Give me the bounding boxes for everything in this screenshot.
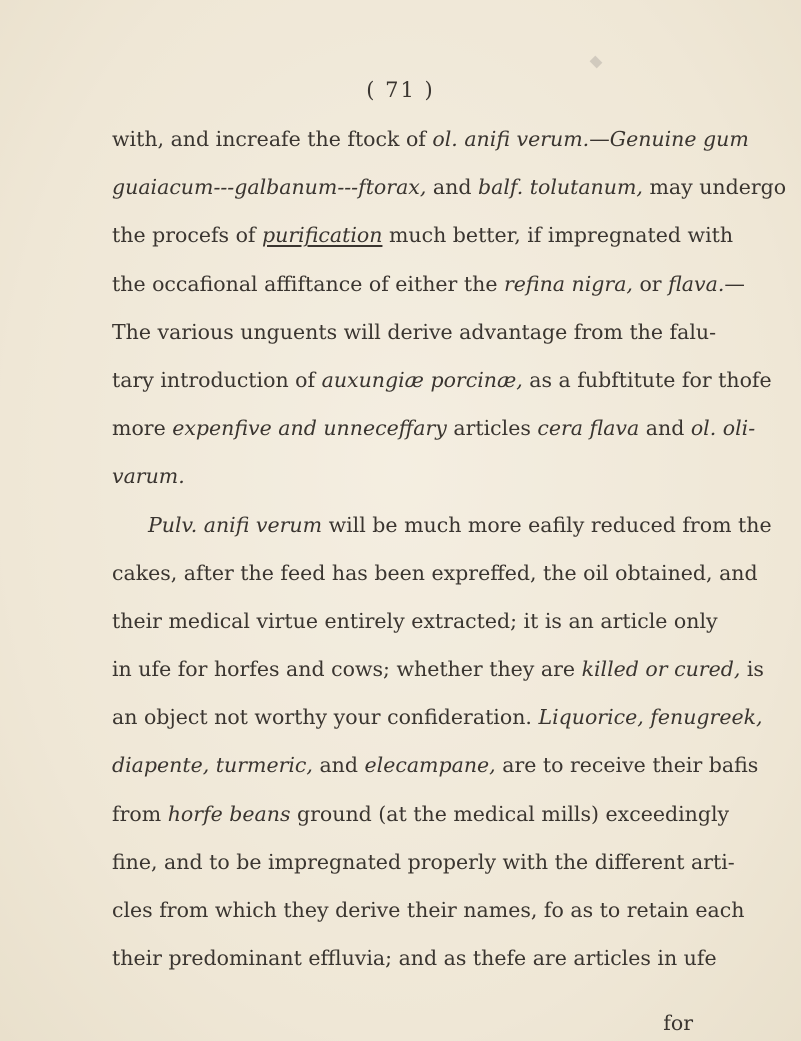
text-line bbox=[112, 267, 745, 315]
text-line bbox=[112, 170, 787, 218]
text-segment: guaiacum---galbanum---ftorax, bbox=[112, 175, 427, 200]
text-segment: killed or cured, bbox=[581, 657, 741, 682]
text-segment: tary introduction of bbox=[112, 367, 322, 392]
text-segment: expenfive and unneceffary bbox=[172, 416, 447, 441]
text-segment: cakes, after the feed has been expreffed, the oil obtained, and bbox=[112, 560, 758, 585]
text-line bbox=[112, 122, 749, 170]
text-segment: varum. bbox=[112, 464, 185, 489]
text-segment: fine, and to be impregnated properly with the different arti- bbox=[112, 849, 735, 874]
text-segment: the occafional affiftance of either the bbox=[112, 271, 504, 296]
text-segment: their medical virtue entirely extracted; it is an article only bbox=[112, 608, 718, 633]
text-segment: Genuine gum bbox=[609, 127, 749, 151]
text-segment: as a fubftitute for thofe bbox=[522, 367, 772, 392]
text-segment: cles from which they derive their names, fo as to retain each bbox=[112, 898, 745, 922]
text-segment: flava. bbox=[668, 271, 725, 296]
text-line bbox=[112, 941, 717, 989]
text-line bbox=[112, 652, 764, 700]
text-segment: and bbox=[426, 175, 478, 200]
text-segment: much better, if impregnated with bbox=[382, 223, 734, 248]
text-segment: ol. anifi verum. bbox=[432, 127, 590, 151]
text-segment: may undergo bbox=[642, 175, 787, 200]
text-segment: their predominant effluvia; and as thefe are articles in ufe bbox=[112, 946, 717, 971]
text-segment: — bbox=[589, 127, 610, 151]
text-segment: articles bbox=[446, 416, 538, 441]
text-line bbox=[112, 508, 772, 556]
text-segment: is bbox=[740, 657, 764, 682]
text-line bbox=[112, 845, 735, 893]
text-segment: purification bbox=[262, 223, 383, 248]
text-segment: the procefs of bbox=[112, 223, 263, 248]
text-line bbox=[112, 459, 694, 507]
catchword: for bbox=[663, 1011, 693, 1035]
text-segment: from bbox=[112, 801, 168, 826]
text-segment: in ufe for horfes and cows; whether they are bbox=[112, 657, 582, 682]
text-segment: elecampane, bbox=[364, 753, 496, 778]
text-segment: and bbox=[312, 753, 365, 778]
text-line bbox=[112, 556, 758, 604]
text-segment: Pulv. anifi verum bbox=[148, 512, 323, 537]
text-line bbox=[112, 218, 734, 266]
text-line bbox=[112, 893, 745, 941]
text-segment: horfe beans bbox=[167, 801, 291, 826]
text-line bbox=[112, 363, 772, 411]
text-line bbox=[112, 797, 730, 845]
body-text bbox=[112, 122, 787, 989]
text-segment: with, and increafe the ftock of bbox=[112, 127, 433, 151]
text-segment: — bbox=[724, 271, 745, 296]
text-segment: an object not worthy your confideration. bbox=[112, 705, 539, 730]
text-segment: Liquorice, fenugreek, bbox=[538, 705, 763, 730]
text-line bbox=[112, 700, 763, 748]
text-segment: and bbox=[639, 416, 691, 441]
text-segment: The various unguents will derive advantage from the falu- bbox=[112, 319, 717, 344]
text-segment: diapente, turmeric, bbox=[112, 753, 313, 778]
text-line bbox=[112, 315, 717, 363]
text-segment: cera flava bbox=[537, 416, 640, 441]
text-segment: balf. tolutanum, bbox=[477, 175, 643, 200]
text-line bbox=[112, 604, 718, 652]
text-segment: will be much more eafily reduced from the bbox=[322, 512, 772, 537]
text-segment: refina nigra, bbox=[503, 271, 633, 296]
text-segment: auxungiæ porcinæ, bbox=[321, 367, 523, 392]
text-segment: ground (at the medical mills) exceedingly bbox=[290, 801, 730, 826]
text-segment: more bbox=[112, 416, 173, 441]
text-line bbox=[112, 748, 759, 796]
text-segment: or bbox=[632, 271, 669, 296]
text-segment: are to receive their bafis bbox=[495, 753, 759, 778]
text-segment: ol. oli- bbox=[690, 416, 756, 441]
ink-stain bbox=[590, 56, 603, 69]
text-line bbox=[112, 411, 756, 459]
page-number: ( 71 ) bbox=[366, 78, 435, 102]
